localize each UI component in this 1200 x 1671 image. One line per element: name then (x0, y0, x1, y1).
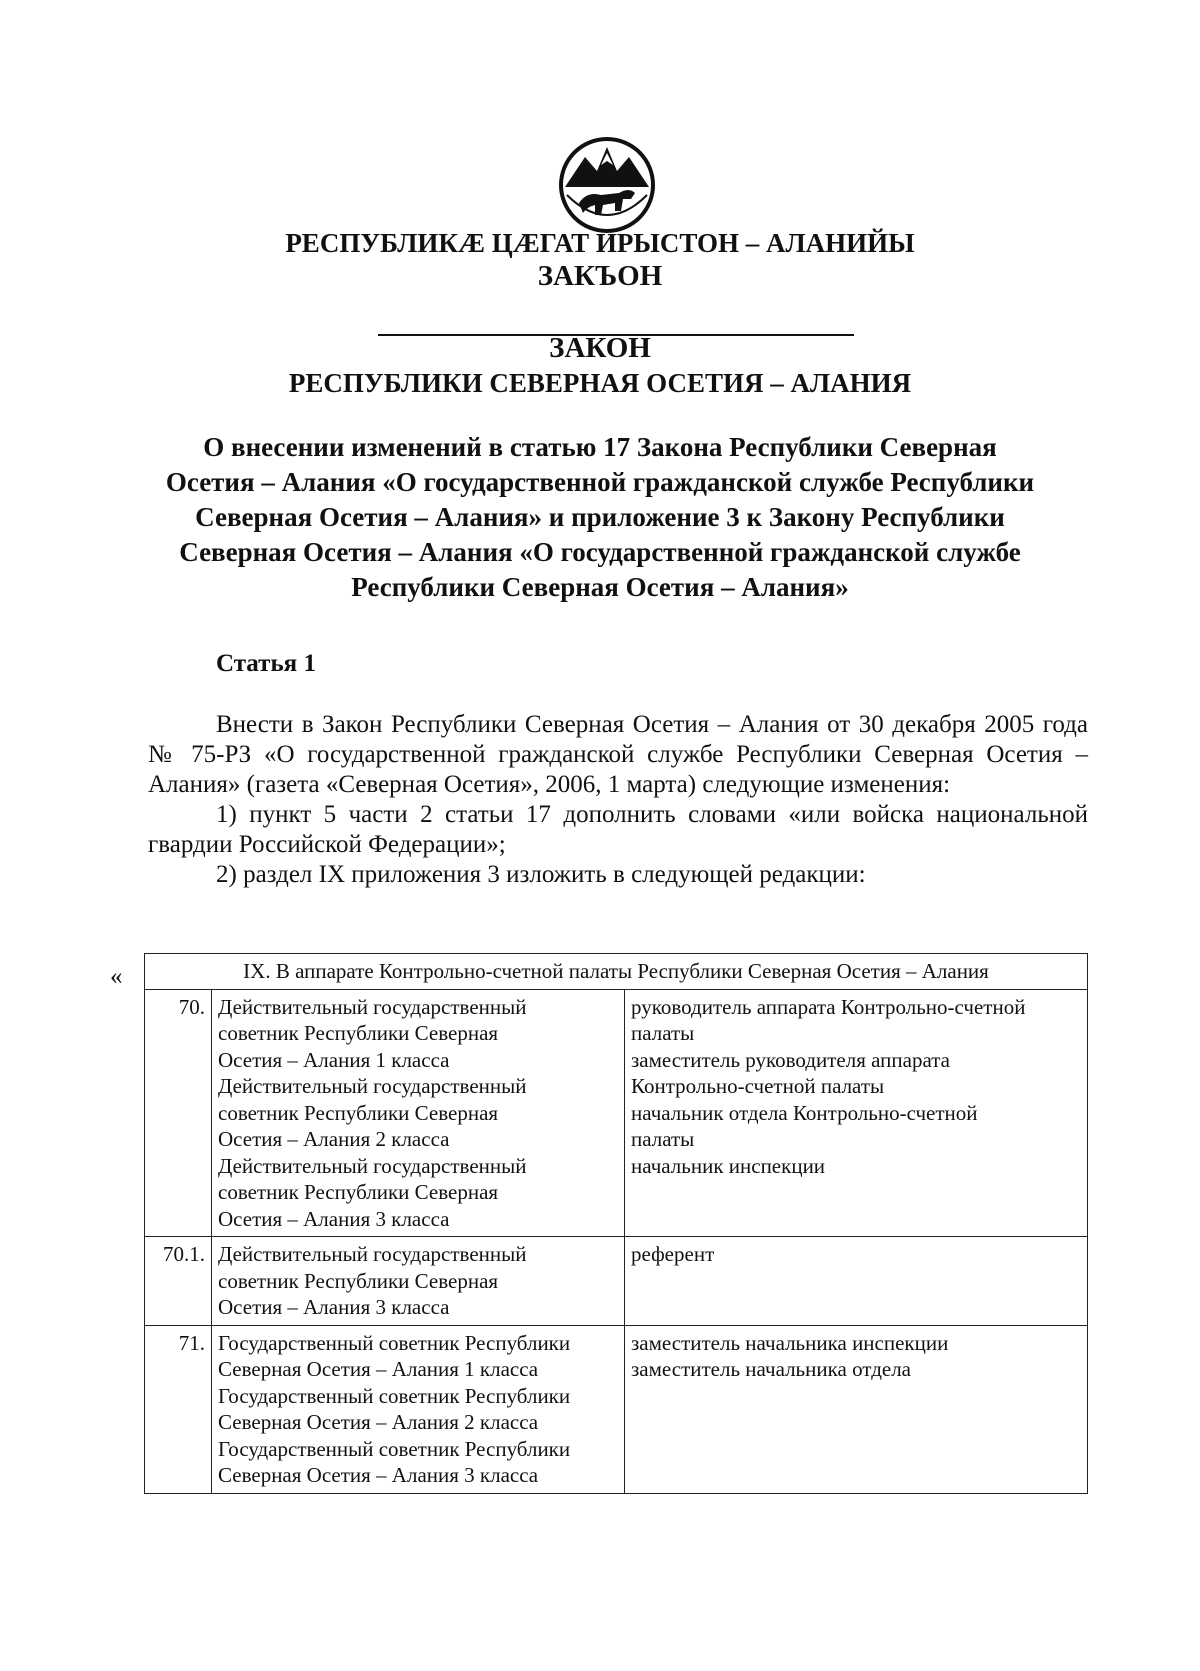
intro-paragraph: Внести в Закон Республики Северная Осетия – Алания от 30 декабря 2005 года № 75-РЗ «О государственной гражданской службе Республики Северная Осетия – Алания» (газета «Северная Осетия», 2006, 1 марта) следующие изменения: (148, 711, 1088, 798)
position-cell (625, 1325, 1088, 1493)
law-title (0, 430, 1200, 605)
opening-quote: « (110, 963, 123, 990)
cell-line: начальник отдела Контрольно-счетной (631, 1100, 978, 1125)
cell-line: палаты (631, 1021, 695, 1045)
cell-line: Действительный государственный (218, 1242, 527, 1266)
amendment-item-1: 1) пункт 5 части 2 статьи 17 дополнить словами «или войска национальной гвардии Российской Федерации»; (148, 801, 1088, 858)
cell-line: Осетия – Алания 1 класса (218, 1047, 450, 1072)
title-line: Северная Осетия – Алания» и приложение 3 к Закону Республики (195, 502, 1005, 532)
cell-line: Осетия – Алания 2 класса (218, 1127, 450, 1151)
title-line: Северная Осетия – Алания «О государственной гражданской службе (179, 537, 1021, 567)
coat-of-arms-icon (557, 135, 657, 235)
cell-line: Действительный государственный (218, 994, 527, 1019)
cell-line: Осетия – Алания 3 класса (218, 1295, 450, 1319)
position-cell (625, 1237, 1088, 1326)
cell-line: советник Республики Северная (218, 1180, 499, 1204)
cell-line: Контрольно-счетной палаты (631, 1074, 885, 1098)
table-row (145, 1237, 1088, 1326)
cell-line: советник Республики Северная (218, 1268, 499, 1293)
law-word-russian: ЗАКОН (549, 332, 651, 364)
cell-line: Северная Осетия – Алания 1 класса (218, 1357, 539, 1381)
title-line: О внесении изменений в статью 17 Закона Республики Северная (203, 432, 997, 462)
cell-line: Осетия – Алания 3 класса (218, 1206, 450, 1231)
cell-line: советник Республики Северная (218, 1021, 499, 1045)
row-number: 70.1. (145, 1237, 212, 1326)
cell-line: Государственный советник Республики (218, 1436, 571, 1461)
title-line: Осетия – Алания «О государственной гражданской службе Республики (165, 467, 1035, 497)
class-rank-cell (212, 1325, 625, 1493)
article-heading: Статья 1 (216, 650, 316, 677)
cell-line: начальник инспекции (631, 1153, 826, 1178)
cell-line: заместитель начальника инспекции (631, 1330, 949, 1355)
cell-line: заместитель руководителя аппарата (631, 1047, 950, 1072)
republic-name-russian: РЕСПУБЛИКИ СЕВЕРНАЯ ОСЕТИЯ – АЛАНИЯ (288, 368, 912, 398)
class-rank-cell (212, 989, 625, 1237)
cell-line: Действительный государственный (218, 1074, 527, 1098)
cell-line: заместитель начальника отдела (631, 1357, 911, 1381)
article-body (148, 710, 1088, 890)
position-cell (625, 989, 1088, 1237)
table-row (145, 989, 1088, 1237)
cell-line: руководитель аппарата Контрольно-счетной (631, 994, 1026, 1019)
law-word-ossetian: ЗАКЪОН (537, 260, 663, 292)
cell-line: палаты (631, 1127, 695, 1151)
cell-line: советник Республики Северная (218, 1100, 499, 1125)
section-title: IX. В аппарате Контрольно-счетной палаты Республики Северная Осетия – Алания (145, 954, 1088, 990)
cell-line: Государственный советник Республики (218, 1330, 571, 1355)
cell-line: Действительный государственный (218, 1153, 527, 1178)
cell-line: Северная Осетия – Алания 2 класса (218, 1410, 539, 1434)
title-line: Республики Северная Осетия – Алания» (351, 572, 849, 602)
cell-line: референт (631, 1242, 715, 1266)
class-rank-cell (212, 1237, 625, 1326)
republic-name-ossetian: РЕСПУБЛИКӔ ЦӔГАТ ИРЫСТОН – АЛАНИЙЫ (285, 228, 915, 258)
amendment-item-2: 2) раздел IX приложения 3 изложить в следующей редакции: (216, 861, 866, 888)
cell-line: Северная Осетия – Алания 3 класса (218, 1463, 539, 1487)
table-row (145, 1325, 1088, 1493)
cell-line: Государственный советник Республики (218, 1383, 571, 1408)
row-number: 71. (145, 1325, 212, 1493)
table-section-header-row (145, 954, 1088, 990)
positions-table (144, 953, 1088, 1494)
row-number: 70. (145, 989, 212, 1237)
